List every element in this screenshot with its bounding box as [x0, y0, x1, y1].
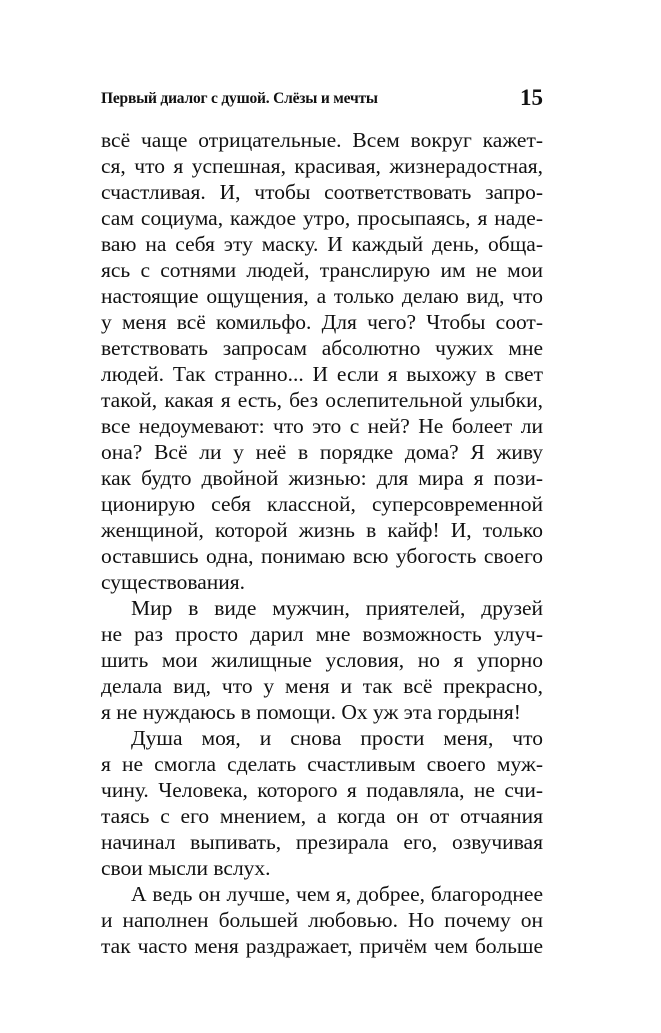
- text-line: счастливая. И, чтобы соответствовать запро-: [101, 180, 543, 204]
- text-line: у меня всё комильфо. Для чего? Чтобы соот-: [101, 310, 543, 334]
- text-line: и наполнен большей любовью. Но почему он: [101, 908, 543, 932]
- text-line: женщиной, которой жизнь в кайф! И, только: [101, 518, 543, 542]
- text-line: сам социума, каждое утро, просыпаясь, я наде-: [101, 206, 543, 230]
- text-line: настоящие ощущения, а только делаю вид, что: [101, 284, 543, 308]
- paragraph: [101, 725, 543, 881]
- text-line: ваю на себя эту маску. И каждый день, обща-: [101, 232, 543, 256]
- text-line: не раз просто дарил мне возможность улуч-: [101, 622, 543, 646]
- text-line: таясь с его мнением, а когда он от отчаяния: [101, 804, 543, 828]
- text-line: существования.: [101, 570, 246, 594]
- text-line: людей. Так странно... И если я выхожу в свет: [101, 362, 543, 386]
- text-line: ся, что я успешная, красивая, жизнерадостная,: [101, 154, 543, 178]
- text-line: ветствовать запросам абсолютно чужих мне: [101, 336, 543, 360]
- paragraph: [101, 595, 543, 725]
- body-text: [101, 127, 543, 959]
- text-line: я не нуждаюсь в помощи. Ох уж эта гордыня!: [101, 700, 521, 724]
- text-line: я не смогла сделать счастливым своего муж-: [101, 752, 543, 776]
- text-line: Мир в виде мужчин, приятелей, друзей: [131, 596, 543, 620]
- text-line: чину. Человека, которого я подавляла, не счи-: [101, 778, 543, 802]
- text-line: как будто двойной жизнью: для мира я пози-: [101, 466, 543, 490]
- text-line: она? Всё ли у неё в порядке дома? Я живу: [101, 440, 543, 464]
- text-line: начинал выпивать, презирала его, озвучивая: [101, 830, 543, 854]
- text-line: ционирую себя классной, суперсовременной: [101, 492, 543, 516]
- text-line: делала вид, что у меня и так всё прекрасно,: [101, 674, 543, 698]
- running-head: Первый диалог с душой. Слёзы и мечты: [101, 90, 378, 107]
- page-number: 15: [520, 85, 543, 110]
- text-line: оставшись одна, понимаю всю убогость своего: [101, 544, 543, 568]
- text-line: шить мои жилищные условия, но я упорно: [101, 648, 543, 672]
- paragraph: [101, 127, 543, 595]
- text-line: свои мысли вслух.: [101, 856, 271, 880]
- text-line: всё чаще отрицательные. Всем вокруг кажет-: [101, 128, 543, 152]
- text-line: ясь с сотнями людей, транслирую им не мои: [101, 258, 543, 282]
- text-line: такой, какая я есть, без ослепительной улыбки,: [101, 388, 543, 412]
- text-line: А ведь он лучше, чем я, добрее, благороднее: [131, 882, 543, 906]
- text-line: все недоумевают: что это с ней? Не болеет ли: [101, 414, 543, 438]
- paragraph: [101, 881, 543, 959]
- text-line: так часто меня раздражает, причём чем больше: [101, 934, 543, 958]
- text-line: Душа моя, и снова прости меня, что: [131, 726, 543, 750]
